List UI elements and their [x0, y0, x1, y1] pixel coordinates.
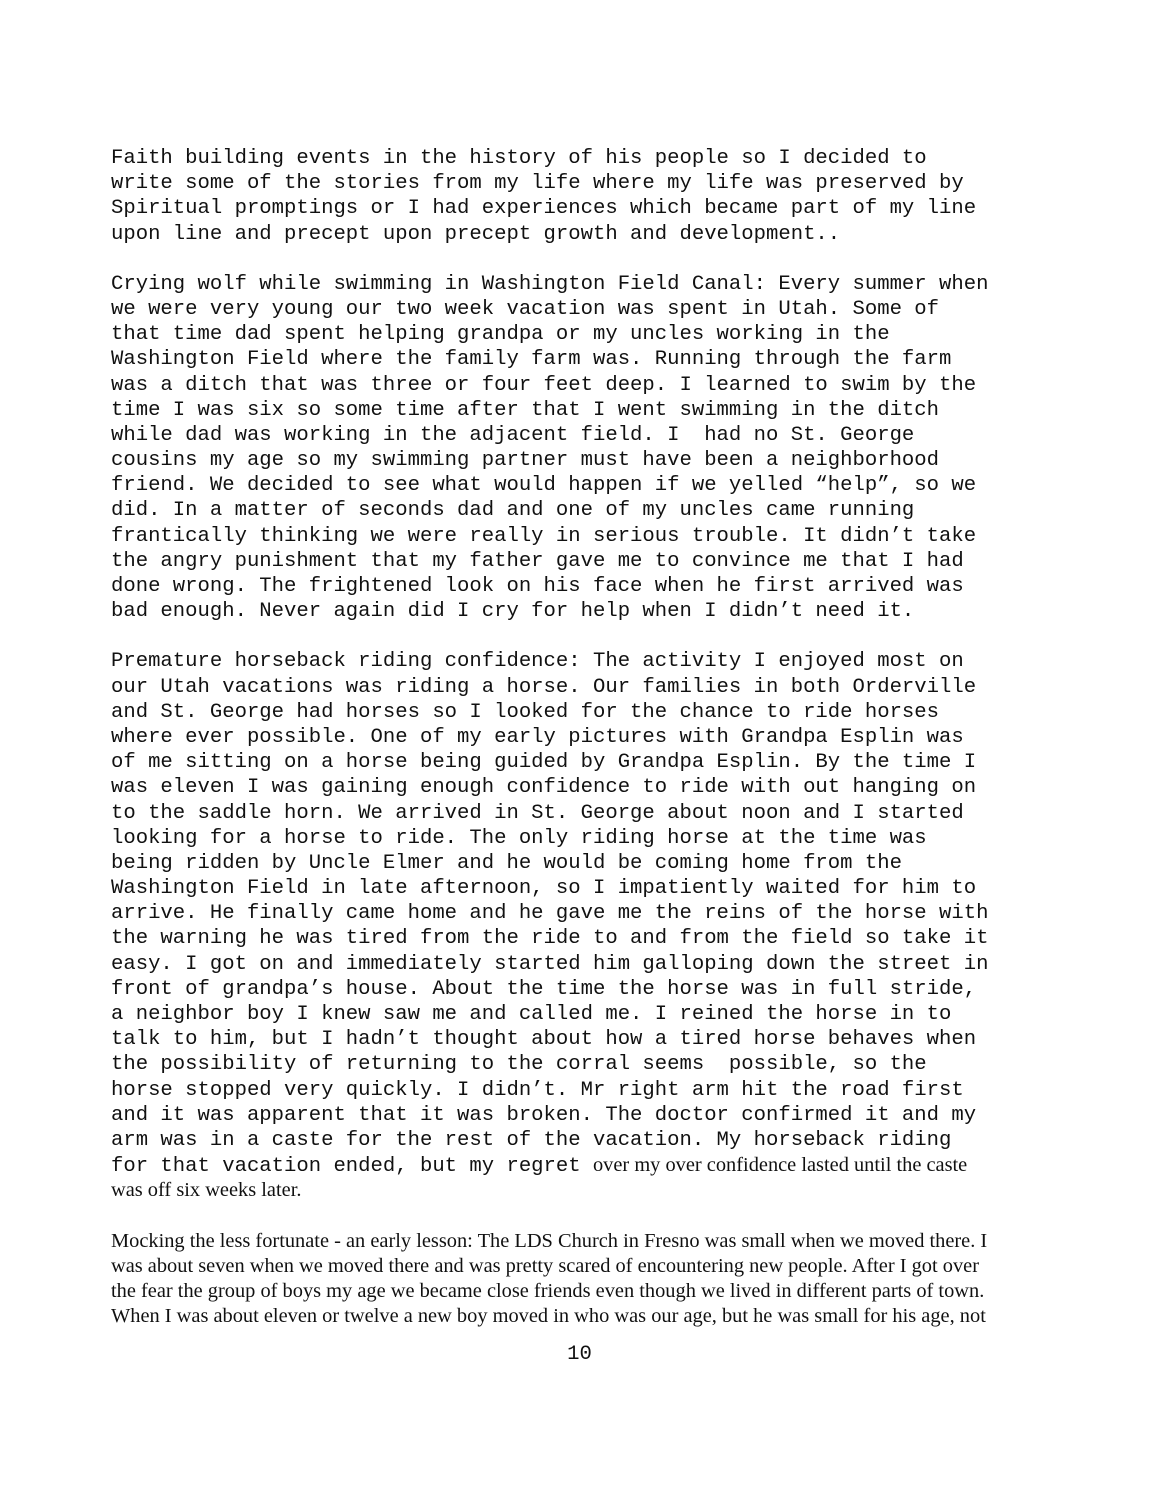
- text-line: was off six weeks later.: [111, 1179, 302, 1202]
- text-line: cousins my age so my swimming partner must have been a neighborhood: [111, 449, 940, 473]
- text-line: we were very young our two week vacation was spent in Utah. Some of: [111, 297, 940, 321]
- text-line: Mocking the less fortunate - an early lesson: The LDS Church in Fresno was small when we moved there. I: [111, 1229, 988, 1252]
- paragraph-mocking-lesson: [111, 1229, 1101, 1330]
- text-line: easy. I got on and immediately started him galloping down the street in: [111, 952, 989, 976]
- text-line: frantically thinking we were really in serious trouble. It didn’t take: [111, 524, 977, 548]
- text-line: arm was in a caste for the rest of the vacation. My horseback riding: [111, 1128, 952, 1152]
- text-line: done wrong. The frightened look on his face when he first arrived was: [111, 575, 964, 598]
- text-line: Spiritual promptings or I had experiences which became part of my line: [111, 197, 977, 221]
- text-line: a neighbor boy I knew saw me and called me. I reined the horse in to: [111, 1003, 952, 1026]
- text-line: Washington Field where the family farm was. Running through the farm: [111, 348, 952, 372]
- text-line: friend. We decided to see what would happen if we yelled “help”, so we: [111, 474, 977, 498]
- text-line: the possibility of returning to the corral seems possible, so the: [111, 1053, 927, 1077]
- paragraph-spacer: [111, 624, 1101, 649]
- text-line: the angry punishment that my father gave me to convince me that I had: [111, 549, 964, 573]
- text-line: while dad was working in the adjacent field. I had no St. George: [111, 423, 915, 447]
- text-line: time I was six so some time after that I went swimming in the ditch: [111, 398, 940, 422]
- text-line: arrive. He finally came home and he gave me the reins of the horse with: [111, 902, 989, 926]
- document-page: [111, 146, 1101, 1329]
- text-line: to the saddle horn. We arrived in St. George about noon and I started: [111, 801, 964, 825]
- text-line: upon line and precept upon precept growth and development..: [111, 222, 841, 246]
- text-line: Faith building events in the history of his people so I decided to: [111, 147, 927, 170]
- text-line: front of grandpa’s house. About the time the horse was in full stride,: [111, 977, 977, 1001]
- mixed-font-line: [111, 1153, 1101, 1178]
- text-line: where ever possible. One of my early pictures with Grandpa Esplin was: [111, 725, 964, 749]
- paragraph-crying-wolf: [111, 272, 1101, 625]
- text-line: and St. George had horses so I looked for the chance to ride horses: [111, 700, 940, 724]
- paragraph-1: [111, 146, 1101, 247]
- text-line: bad enough. Never again did I cry for help when I didn’t need it.: [111, 600, 915, 624]
- text-line: of me sitting on a horse being guided by Grandpa Esplin. By the time I: [111, 751, 977, 775]
- text-line: When I was about eleven or twelve a new boy moved in who was our age, but he was small for his age, not: [111, 1305, 986, 1328]
- text-line: the warning he was tired from the ride to and from the field so take it: [111, 927, 989, 951]
- text-line: horse stopped very quickly. I didn’t. Mr right arm hit the road first: [111, 1078, 964, 1102]
- text-line: was a ditch that was three or four feet deep. I learned to swim by the: [111, 373, 977, 397]
- text-line: write some of the stories from my life where my life was preserved by: [111, 172, 964, 196]
- text-line: Washington Field in late afternoon, so I impatiently waited for him to: [111, 877, 977, 901]
- text-line-serif-part: over my over confidence lasted until the caste: [592, 1154, 968, 1177]
- text-line: talk to him, but I hadn’t thought about how a tired horse behaves when: [111, 1028, 977, 1052]
- text-line: our Utah vacations was riding a horse. Our families in both Orderville: [111, 675, 977, 699]
- text-line: and it was apparent that it was broken. The doctor confirmed it and my: [111, 1103, 977, 1127]
- text-line: looking for a horse to ride. The only riding horse at the time was: [111, 826, 927, 850]
- text-line: the fear the group of boys my age we became close friends even though we lived in different parts of town.: [111, 1279, 985, 1302]
- paragraph-spacer: [111, 247, 1101, 272]
- paragraph-horseback-riding: [111, 649, 1101, 1203]
- text-line-mono-part: for that vacation ended, but my regret: [111, 1155, 593, 1179]
- page-number: 10: [567, 1343, 592, 1366]
- text-line: did. In a matter of seconds dad and one of my uncles came running: [111, 499, 915, 523]
- paragraph-spacer: [111, 1204, 1101, 1229]
- text-line: Crying wolf while swimming in Washington Field Canal: Every summer when: [111, 272, 989, 296]
- text-line: was eleven I was gaining enough confidence to ride with out hanging on: [111, 776, 977, 800]
- text-line: being ridden by Uncle Elmer and he would be coming home from the: [111, 851, 902, 875]
- text-line: Premature horseback riding confidence: The activity I enjoyed most on: [111, 650, 964, 674]
- text-line: was about seven when we moved there and was pretty scared of encountering new people. After I got over: [111, 1254, 979, 1277]
- text-line: that time dad spent helping grandpa or my uncles working in the: [111, 323, 890, 347]
